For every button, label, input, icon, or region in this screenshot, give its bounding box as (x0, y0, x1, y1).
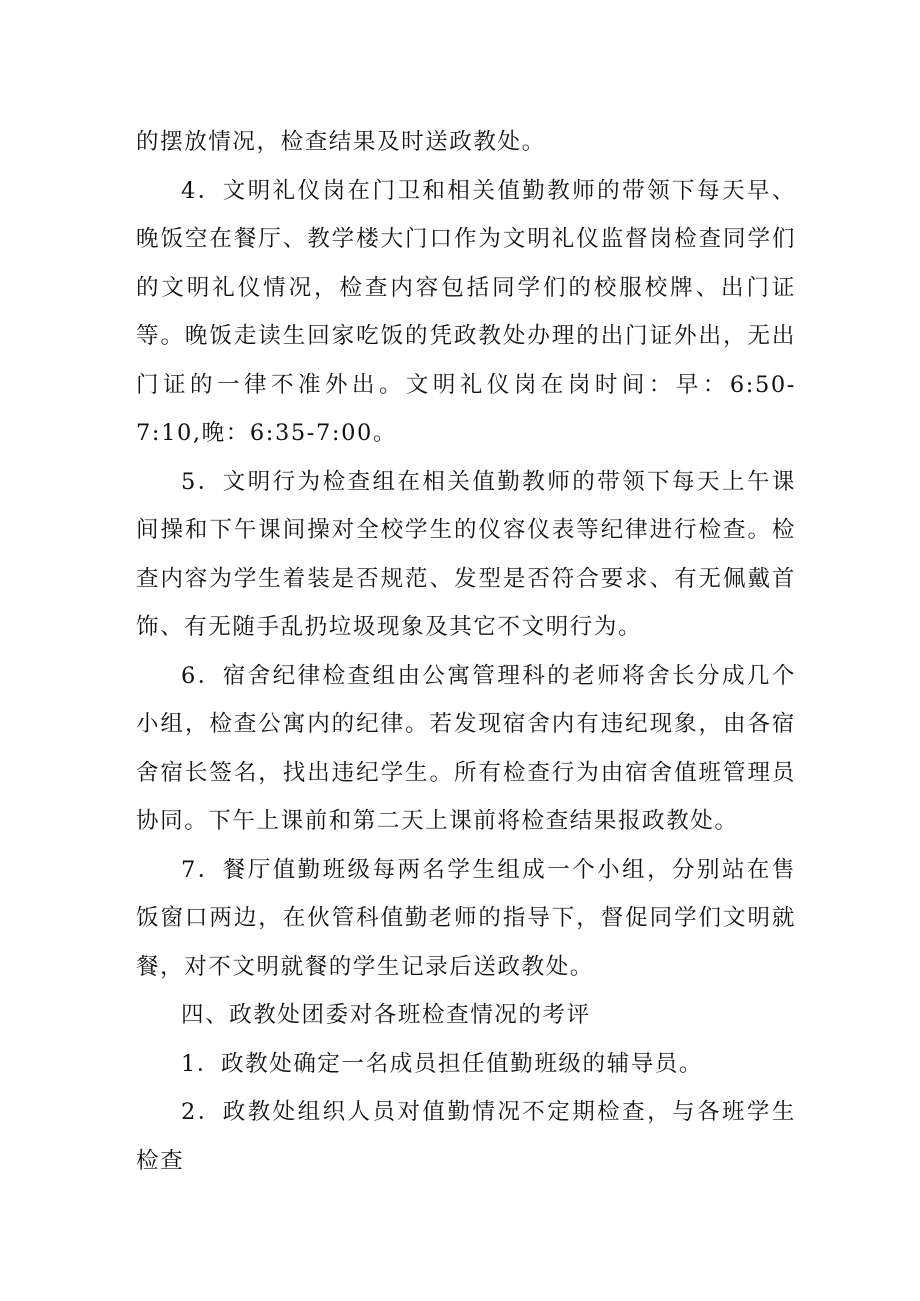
paragraph-item-7: 7．餐厅值勤班级每两名学生组成一个小组，分别站在售饭窗口两边，在伙管科值勤老师的指导下，督促同学们文明就餐，对不文明就餐的学生记录后送政教处。 (136, 856, 796, 980)
document-body (136, 118, 796, 1185)
paragraph-item-6: 6．宿舍纪律检查组由公寓管理科的老师将舍长分成几个小组，检查公寓内的纪律。若发现宿舍内有违纪现象，由各宿舍宿长签名，找出违纪学生。所有检查行为由宿舍值班管理员协同。下午上课前和第二天上课前将检查结果报政教处。 (136, 662, 796, 834)
paragraph-section4-item-1: 1．政教处确定一名成员担任值勤班级的辅导员。 (181, 1050, 704, 1077)
paragraph-continuation: 的摆放情况，检查结果及时送政教处。 (136, 129, 546, 155)
section-heading-4: 四、政教处团委对各班检查情况的考评 (181, 1002, 591, 1028)
paragraph-section4-item-2: 2．政教处组织人员对值勤情况不定期检查，与各班学生检查 (136, 1099, 796, 1174)
paragraph-item-4: 4．文明礼仪岗在门卫和相关值勤教师的带领下每天早、晚饭空在餐厅、教学楼大门口作为文明礼仪监督岗检查同学们的文明礼仪情况，检查内容包括同学们的校服校牌、出门证等。晚饭走读生回家吃饭的凭政教处办理的出门证外出，无出门证的一律不准外出。文明礼仪岗在岗时间：早：6:50-7:10,晚：6:35-7:00。 (136, 177, 796, 446)
paragraph-item-5: 5．文明行为检查组在相关值勤教师的带领下每天上午课间操和下午课间操对全校学生的仪容仪表等纪律进行检查。检查内容为学生着装是否规范、发型是否符合要求、有无佩戴首饰、有无随手乱扔垃圾现象及其它不文明行为。 (136, 468, 796, 640)
